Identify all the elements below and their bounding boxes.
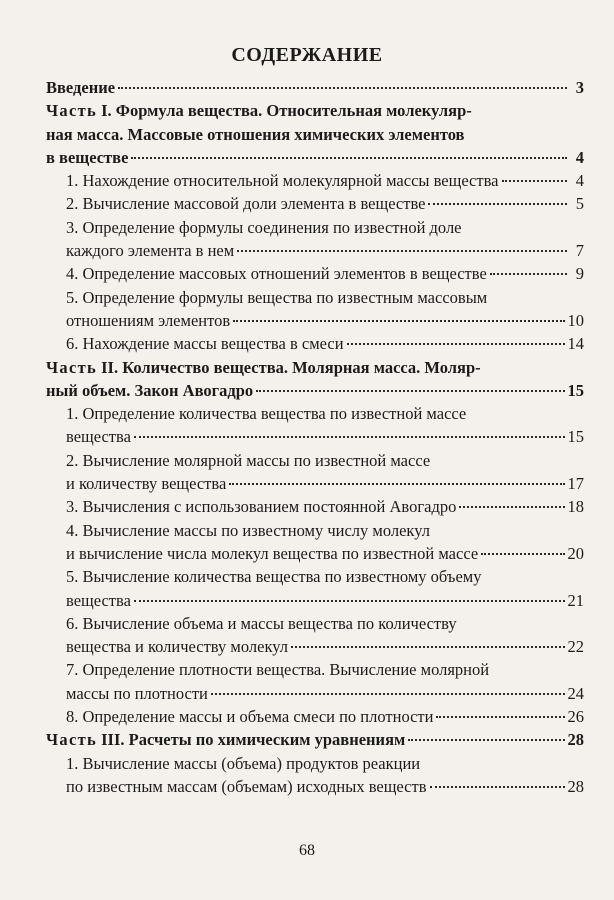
toc-page-number: 20 xyxy=(567,543,584,563)
toc-section-entry xyxy=(66,286,584,333)
toc-page-number: 5 xyxy=(575,194,584,214)
toc-entry-title: и количеству вещества xyxy=(66,474,227,494)
dot-leader xyxy=(211,693,565,695)
toc-entry-title: по известным массам (объемам) исходных веществ xyxy=(66,776,427,796)
toc-page-number: 9 xyxy=(575,264,584,284)
toc-entry-line: 3. Определение формулы соединения по известной доле xyxy=(66,217,462,237)
toc-section-entry xyxy=(66,402,584,449)
toc-section-entry xyxy=(66,612,584,659)
toc-page-number: 4 xyxy=(575,147,584,167)
page-number: 68 xyxy=(299,842,315,859)
toc-section-entry xyxy=(66,565,584,612)
part-word: Часть xyxy=(46,101,98,121)
toc-section-entry xyxy=(66,262,584,285)
toc-page-number: 28 xyxy=(567,776,584,796)
toc-page-number: 7 xyxy=(575,241,584,261)
toc-page-number: 18 xyxy=(567,497,584,517)
toc-part-entry xyxy=(46,76,584,99)
toc-entry-title: 4. Определение массовых отношений элементов в веществе xyxy=(66,264,487,284)
toc-entry-title: 3. Вычисления с использованием постоянной Авогадро xyxy=(66,497,457,517)
toc-entry-line: 4. Вычисление массы по известному числу молекул xyxy=(66,520,430,540)
toc-entry-line: 7. Определение плотности вещества. Вычисление молярной xyxy=(66,660,490,680)
toc-entry-title: ный объем. Закон Авогадро xyxy=(46,380,254,400)
dot-leader xyxy=(134,600,565,602)
page-title: СОДЕРЖАНИЕ xyxy=(231,44,383,66)
toc-entry-title: вещества и количеству молекул xyxy=(66,637,288,657)
toc-section-entry xyxy=(66,752,584,799)
toc-section-entry xyxy=(66,449,584,496)
table-of-contents xyxy=(46,76,584,798)
toc-entry-line: Часть II. Количество вещества. Молярная масса. Моляр- xyxy=(46,357,481,377)
toc-page-number: 15 xyxy=(567,380,584,400)
toc-page-number: 28 xyxy=(567,730,584,750)
toc-page-number: 3 xyxy=(575,78,584,97)
dot-leader xyxy=(481,553,564,555)
dot-leader xyxy=(237,250,567,252)
dot-leader xyxy=(233,320,564,322)
toc-section-entry xyxy=(66,169,584,192)
dot-leader xyxy=(428,203,567,205)
toc-page-number: 10 xyxy=(567,310,584,330)
toc-section-entry xyxy=(66,216,584,263)
toc-entry-title: 1. Нахождение относительной молекулярной массы вещества xyxy=(66,171,499,191)
toc-entry-title: отношениям элементов xyxy=(66,310,231,330)
toc-section-entry xyxy=(66,332,584,355)
toc-entry-title: 6. Нахождение массы вещества в смеси xyxy=(66,334,344,354)
toc-entry-line: 1. Определение количества вещества по известной массе xyxy=(66,404,467,424)
toc-section-entry xyxy=(66,705,584,728)
part-word: Часть xyxy=(46,730,98,750)
dot-leader xyxy=(347,343,565,345)
toc-entry-title: в веществе xyxy=(46,147,129,167)
toc-entry-title: 2. Вычисление массовой доли элемента в веществе xyxy=(66,194,426,214)
toc-entry-title: Введение xyxy=(46,78,116,97)
toc-entry-title: каждого элемента в нем xyxy=(66,241,235,261)
dot-leader xyxy=(131,157,567,159)
toc-section-entry xyxy=(66,192,584,215)
dot-leader xyxy=(430,786,565,788)
toc-page-number: 22 xyxy=(567,637,584,657)
toc-entry-title: 8. Определение массы и объема смеси по плотности xyxy=(66,707,434,727)
toc-page-number: 4 xyxy=(575,171,584,191)
toc-entry-title: массы по плотности xyxy=(66,683,208,703)
dot-leader xyxy=(229,483,564,485)
part-word: Часть xyxy=(46,357,98,377)
toc-page-number: 26 xyxy=(567,707,584,727)
toc-entry-title: вещества xyxy=(66,427,131,447)
dot-leader xyxy=(502,180,568,182)
toc-entry-line: 5. Вычисление количества вещества по известному объему xyxy=(66,567,482,587)
toc-entry-line: 1. Вычисление массы (объема) продуктов реакции xyxy=(66,753,421,773)
dot-leader xyxy=(118,87,567,89)
toc-entry-title: Часть III. Расчеты по химическим уравнениям xyxy=(46,730,406,750)
toc-entry-title: и вычисление числа молекул вещества по известной массе xyxy=(66,543,479,563)
toc-page-number: 14 xyxy=(567,334,584,354)
dot-leader xyxy=(291,646,565,648)
toc-entry-title: вещества xyxy=(66,590,131,610)
dot-leader xyxy=(408,739,564,741)
toc-page-number: 17 xyxy=(567,474,584,494)
toc-entry-line: Часть I. Формула вещества. Относительная молекуляр- xyxy=(46,101,472,121)
toc-page-number: 21 xyxy=(567,590,584,610)
toc-entry-line: 5. Определение формулы вещества по известным массовым xyxy=(66,287,488,307)
dot-leader xyxy=(436,716,564,718)
toc-entry-line: 2. Вычисление молярной массы по известной массе xyxy=(66,450,431,470)
dot-leader xyxy=(490,273,567,275)
toc-entry-line: ная масса. Массовые отношения химических элементов xyxy=(46,124,465,144)
toc-part-entry xyxy=(46,99,584,169)
toc-page-number: 15 xyxy=(567,427,584,447)
toc-page-number: 24 xyxy=(567,683,584,703)
toc-part-entry xyxy=(46,356,584,403)
dot-leader xyxy=(134,436,565,438)
toc-entry-line: 6. Вычисление объема и массы вещества по количеству xyxy=(66,613,457,633)
toc-section-entry xyxy=(66,495,584,518)
toc-section-entry xyxy=(66,519,584,566)
dot-leader xyxy=(459,506,564,508)
toc-section-entry xyxy=(66,658,584,705)
dot-leader xyxy=(256,390,564,392)
toc-part-entry xyxy=(46,728,584,751)
